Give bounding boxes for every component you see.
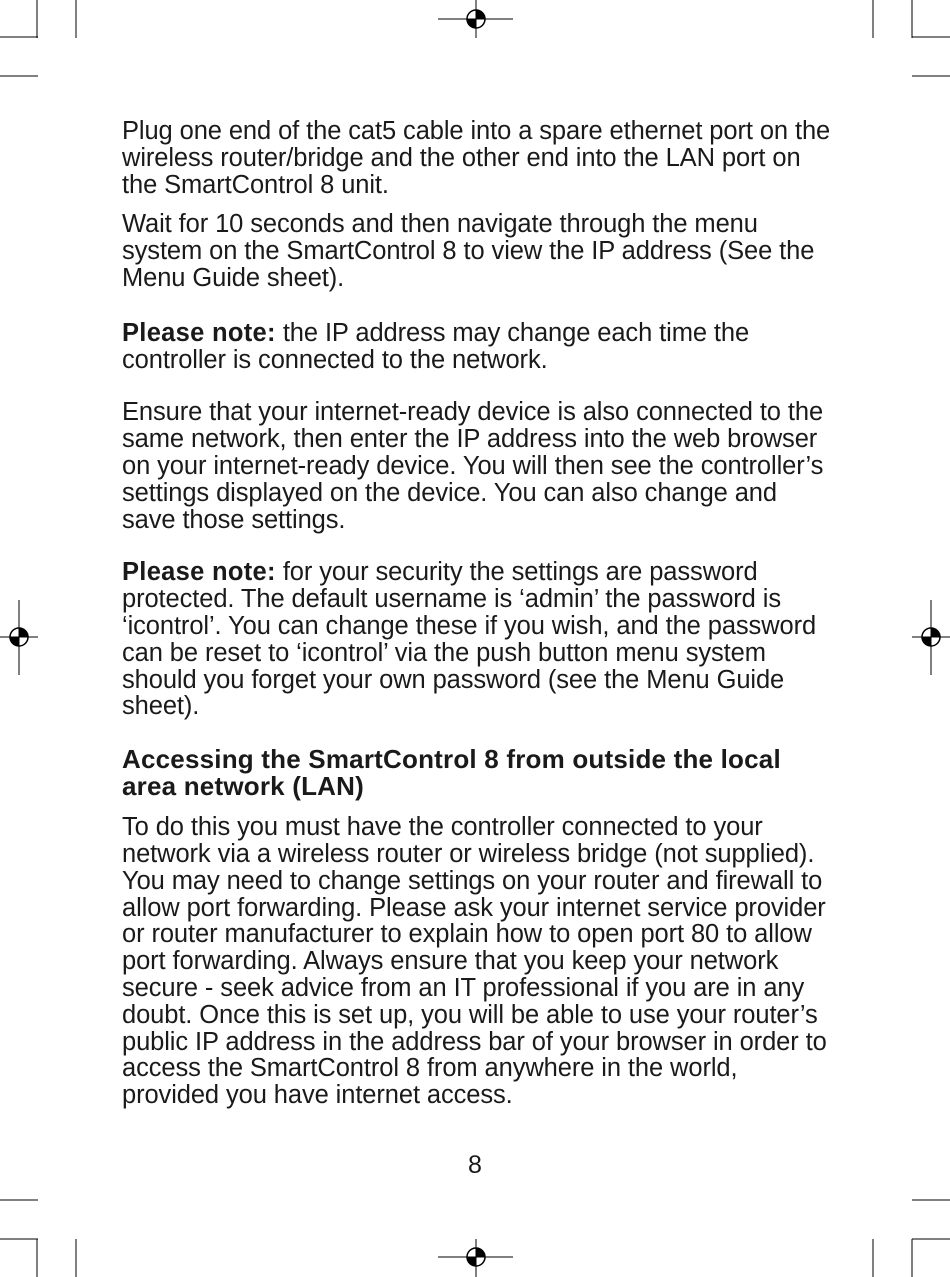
body-text	[122, 118, 834, 1109]
registration-mark-left-icon	[0, 600, 38, 675]
page-number: 8	[468, 1151, 482, 1179]
note-text: for your security the settings are password protected. The default username is ‘admin’ the password is ‘icontrol’. You can change these if you wish, and the password can be reset to ‘icontrol’ via the push button menu system should you forget your own password (see the Menu Guide sheet).	[122, 558, 817, 721]
note-label: Please note:	[122, 558, 276, 587]
registration-mark-bottom-icon	[438, 1239, 513, 1277]
note-label: Please note:	[122, 318, 276, 347]
registration-mark-right-icon	[912, 600, 950, 675]
note-ip-change	[122, 320, 834, 374]
section-heading: Accessing the SmartControl 8 from outside the local area network (LAN)	[122, 744, 781, 802]
registration-mark-top-icon	[438, 0, 513, 38]
paragraph-connect-cable: Plug one end of the cat5 cable into a spare ethernet port on the wireless router/bridge and the other end into the LAN port on the SmartControl 8 unit.	[122, 117, 831, 199]
paragraph-view-ip: Wait for 10 seconds and then navigate through the menu system on the SmartControl 8 to view the IP address (See the Menu Guide sheet).	[122, 210, 815, 292]
paragraph-remote-access: To do this you must have the controller connected to your network via a wireless router or wireless bridge (not supplied). You may need to change settings on your router and firewall to allow port forwarding. Please ask your internet service provider or router manufacturer to explain how to open port 80 to allow port forwarding. Always ensure that you keep your network secure - seek advice from an IT professional if you are in any doubt. Once this is set up, you will be able to use your router’s public IP address in the address bar of your browser in order to access the SmartControl 8 from anywhere in the world, provided you have internet access.	[122, 813, 827, 1110]
note-password	[122, 559, 834, 720]
note-text: the IP address may change each time the controller is connected to the network.	[122, 318, 750, 374]
paragraph-browser-access: Ensure that your internet-ready device is also connected to the same network, then enter the IP address into the web browser on your internet-ready device. You will then see the controller’s settings displayed on the device. You can also change and save those settings.	[122, 398, 824, 534]
